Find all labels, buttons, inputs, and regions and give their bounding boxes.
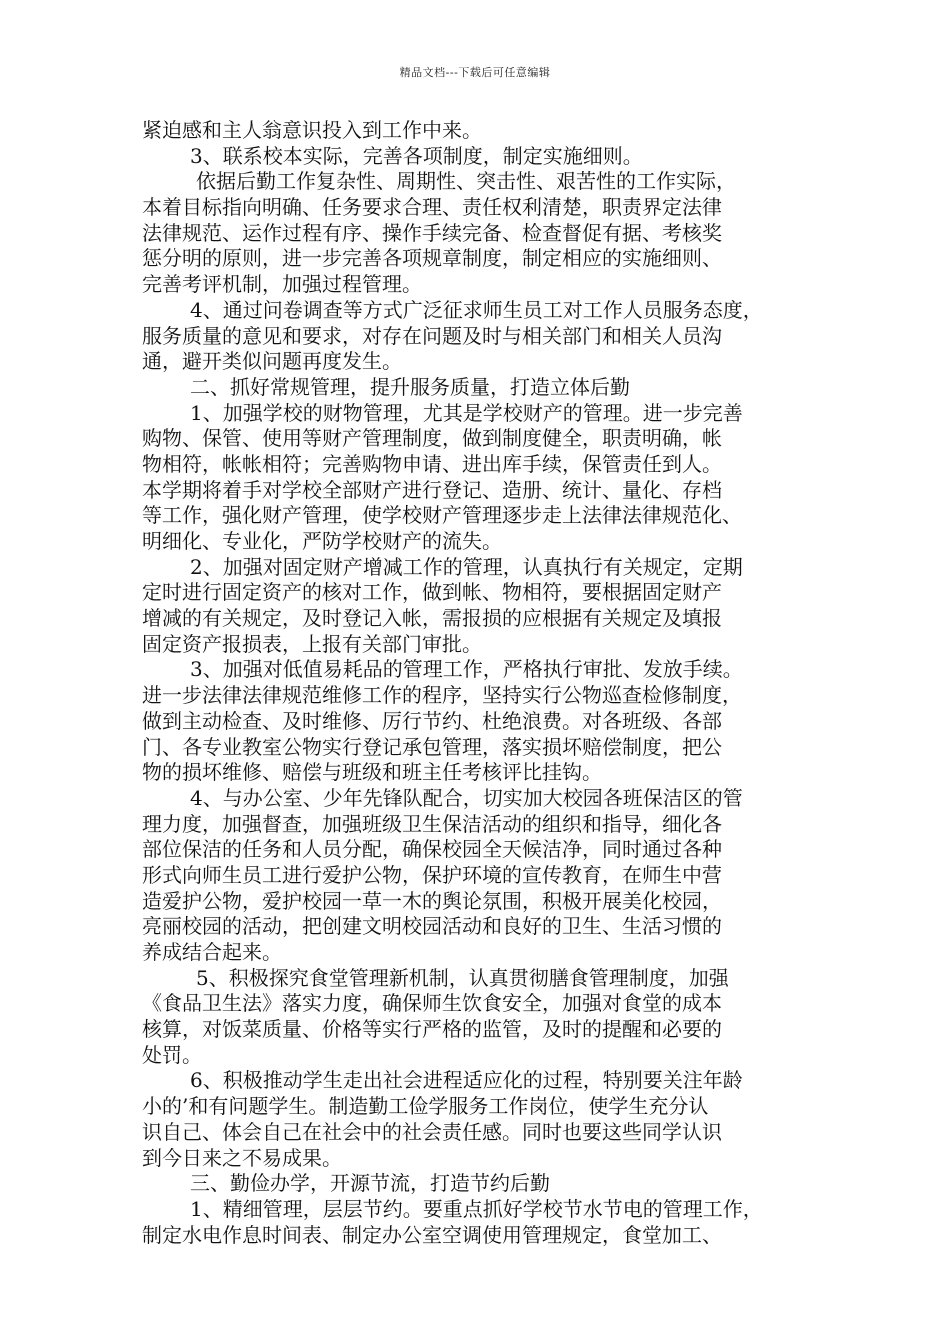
text-line: 物相符，帐帐相符；完善购物申请、进出库手续，保管责任到人。: [142, 451, 722, 476]
text-line: 做到主动检查、及时维修、厉行节约、杜绝浪费。对各班级、各部: [142, 708, 722, 733]
text-line: 进一步法律法律规范维修工作的程序，坚持实行公物巡查检修制度，: [142, 683, 742, 708]
text-line: 法律规范、运作过程有序、操作手续完备、检查督促有据、考核奖: [142, 220, 722, 245]
text-line: 处罚。: [142, 1042, 202, 1067]
text-line: 本学期将着手对学校全部财产进行登记、造册、统计、量化、存档: [142, 477, 722, 502]
text-line: 门、各专业教室公物实行登记承包管理，落实损坏赔偿制度，把公: [142, 734, 722, 759]
text-line: 本着目标指向明确、任务要求合理、责任权利清楚，职责界定法律: [142, 195, 722, 220]
text-line: 养成结合起来。: [142, 940, 282, 964]
text-line: 通，避开类似问题再度发生。: [142, 349, 402, 374]
text-line: 二、抓好常规管理，提升服务质量，打造立体后勤: [190, 374, 630, 399]
text-line: 形式向师生员工进行爱护公物，保护环境的宣传教育，在师生中营: [142, 862, 722, 887]
text-line: 5、积极探究食堂管理新机制，认真贯彻膳食管理制度，加强: [196, 965, 729, 990]
text-line: 制定水电作息时间表、制定办公室空调使用管理规定，食堂加工、: [142, 1222, 722, 1247]
text-line: 购物、保管、使用等财产管理制度，做到制度健全，职责明确，帐: [142, 426, 722, 451]
text-line: 紧迫感和主人翁意识投入到工作中来。: [142, 118, 482, 142]
text-line: 亮丽校园的活动，把创建文明校园活动和良好的卫生、生活习惯的: [142, 914, 722, 939]
text-line: 服务质量的意见和要求，对存在问题及时与相关部门和相关人员沟: [142, 323, 722, 348]
text-line: 3、加强对低值易耗品的管理工作，严格执行审批、发放手续。: [190, 657, 743, 682]
text-line: 定时进行固定资产的核对工作，做到帐、物相符，要根据固定财产: [142, 580, 722, 605]
text-line: 1、加强学校的财物管理，尤其是学校财产的管理。进一步完善: [190, 400, 743, 425]
text-line: 增减的有关规定，及时登记入帐，需报损的应根据有关规定及填报: [142, 606, 722, 631]
text-line: 1、精细管理，层层节约。要重点抓好学校节水节电的管理工作，: [190, 1196, 763, 1221]
text-line: 4、通过问卷调查等方式广泛征求师生员工对工作人员服务态度，: [190, 297, 763, 322]
text-line: 三、勤俭办学，开源节流，打造节约后勤: [190, 1171, 550, 1196]
text-line: 《食品卫生法》落实力度，确保师生饮食安全，加强对食堂的成本: [142, 991, 722, 1016]
text-line: 小的’和有问题学生。制造勤工俭学服务工作岗位，使学生充分认: [142, 1094, 709, 1119]
text-line: 4、与办公室、少年先锋队配合，切实加大校园各班保洁区的管: [190, 785, 743, 810]
text-line: 物的损坏维修、赔偿与班级和班主任考核评比挂钩。: [142, 760, 602, 785]
text-line: 等工作，强化财产管理，使学校财产管理逐步走上法律法律规范化、: [142, 503, 742, 528]
document-body: [142, 118, 822, 1248]
text-line: 固定资产报损表，上报有关部门审批。: [142, 631, 482, 656]
page-header: 精品文档---下载后可任意编辑: [399, 66, 551, 79]
text-line: 完善考评机制，加强过程管理。: [142, 272, 422, 297]
text-line: 核算，对饭菜质量、价格等实行严格的监管，及时的提醒和必要的: [142, 1017, 722, 1042]
text-line: 3、联系校本实际，完善各项制度，制定实施细则。: [190, 143, 643, 168]
text-line: 6、积极推动学生走出社会进程适应化的过程，特别要关注年龄: [190, 1068, 743, 1093]
text-line: 部位保洁的任务和人员分配，确保校园全天候洁净，同时通过各种: [142, 837, 722, 862]
text-line: 理力度，加强督查，加强班级卫生保洁活动的组织和指导，细化各: [142, 811, 722, 836]
text-line: 明细化、专业化，严防学校财产的流失。: [142, 529, 502, 553]
text-line: 依据后勤工作复杂性、周期性、突击性、艰苦性的工作实际，: [196, 169, 736, 194]
text-line: 惩分明的原则，进一步完善各项规章制度，制定相应的实施细则、: [142, 246, 722, 271]
text-line: 到今日来之不易成果。: [142, 1145, 342, 1170]
text-line: 造爱护公物，爱护校园一草一木的舆论氛围，积极开展美化校园，: [142, 888, 722, 913]
text-line: 2、加强对固定财产增减工作的管理，认真执行有关规定，定期: [190, 554, 743, 579]
text-line: 识自己、体会自己在社会中的社会责任感。同时也要这些同学认识: [142, 1119, 722, 1144]
